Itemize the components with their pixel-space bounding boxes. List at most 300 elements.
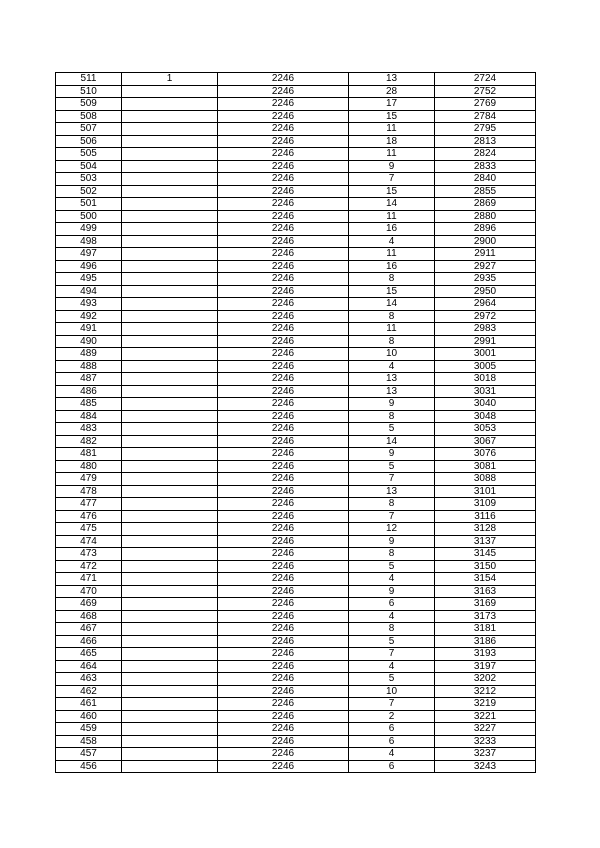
cumulative-cell: 3197 [435, 660, 536, 673]
count-cell [122, 510, 218, 523]
increment-cell: 4 [349, 610, 435, 623]
increment-cell: 8 [349, 310, 435, 323]
increment-cell: 9 [349, 398, 435, 411]
base-cell: 2246 [218, 373, 349, 386]
base-cell: 2246 [218, 535, 349, 548]
increment-cell: 8 [349, 335, 435, 348]
cumulative-cell: 3202 [435, 673, 536, 686]
cumulative-cell: 3169 [435, 598, 536, 611]
base-cell: 2246 [218, 473, 349, 486]
cumulative-cell: 3001 [435, 348, 536, 361]
table-row [56, 360, 536, 373]
increment-cell: 6 [349, 723, 435, 736]
increment-cell: 10 [349, 685, 435, 698]
increment-cell: 9 [349, 448, 435, 461]
count-cell [122, 473, 218, 486]
table-row [56, 498, 536, 511]
score-cell: 505 [56, 148, 122, 161]
cumulative-cell: 3040 [435, 398, 536, 411]
base-cell: 2246 [218, 210, 349, 223]
base-cell: 2246 [218, 248, 349, 261]
increment-cell: 6 [349, 598, 435, 611]
cumulative-cell: 2964 [435, 298, 536, 311]
cumulative-cell: 2927 [435, 260, 536, 273]
cumulative-cell: 3076 [435, 448, 536, 461]
increment-cell: 5 [349, 560, 435, 573]
table-row [56, 160, 536, 173]
score-cell: 458 [56, 735, 122, 748]
base-cell: 2246 [218, 323, 349, 336]
score-cell: 456 [56, 760, 122, 773]
cumulative-cell: 3005 [435, 360, 536, 373]
score-cell: 463 [56, 673, 122, 686]
increment-cell: 4 [349, 748, 435, 761]
count-cell [122, 235, 218, 248]
count-cell [122, 548, 218, 561]
table-row [56, 110, 536, 123]
score-cell: 487 [56, 373, 122, 386]
score-cell: 466 [56, 635, 122, 648]
score-cell: 488 [56, 360, 122, 373]
count-cell [122, 348, 218, 361]
score-cell: 491 [56, 323, 122, 336]
table-row [56, 623, 536, 636]
base-cell: 2246 [218, 348, 349, 361]
increment-cell: 9 [349, 535, 435, 548]
cumulative-cell: 3048 [435, 410, 536, 423]
increment-cell: 7 [349, 510, 435, 523]
increment-cell: 11 [349, 210, 435, 223]
base-cell: 2246 [218, 198, 349, 211]
increment-cell: 5 [349, 460, 435, 473]
increment-cell: 15 [349, 185, 435, 198]
count-cell [122, 373, 218, 386]
count-cell [122, 635, 218, 648]
increment-cell: 28 [349, 85, 435, 98]
base-cell: 2246 [218, 548, 349, 561]
increment-cell: 4 [349, 660, 435, 673]
count-cell [122, 573, 218, 586]
count-cell [122, 710, 218, 723]
count-cell [122, 535, 218, 548]
table-row [56, 585, 536, 598]
count-cell [122, 660, 218, 673]
increment-cell: 13 [349, 73, 435, 86]
base-cell: 2246 [218, 448, 349, 461]
table-row [56, 673, 536, 686]
score-cell: 501 [56, 198, 122, 211]
cumulative-cell: 3186 [435, 635, 536, 648]
table-row [56, 373, 536, 386]
cumulative-cell: 2824 [435, 148, 536, 161]
increment-cell: 14 [349, 435, 435, 448]
increment-cell: 8 [349, 273, 435, 286]
count-cell [122, 173, 218, 186]
increment-cell: 11 [349, 148, 435, 161]
score-cell: 477 [56, 498, 122, 511]
score-cell: 464 [56, 660, 122, 673]
cumulative-cell: 3116 [435, 510, 536, 523]
table-row [56, 560, 536, 573]
cumulative-cell: 3233 [435, 735, 536, 748]
cumulative-cell: 2935 [435, 273, 536, 286]
count-cell [122, 698, 218, 711]
table-row [56, 323, 536, 336]
score-cell: 460 [56, 710, 122, 723]
cumulative-cell: 3101 [435, 485, 536, 498]
count-cell [122, 360, 218, 373]
cumulative-cell: 2983 [435, 323, 536, 336]
base-cell: 2246 [218, 648, 349, 661]
score-cell: 468 [56, 610, 122, 623]
base-cell: 2246 [218, 573, 349, 586]
base-cell: 2246 [218, 498, 349, 511]
cumulative-cell: 2972 [435, 310, 536, 323]
base-cell: 2246 [218, 123, 349, 136]
table-row [56, 385, 536, 398]
base-cell: 2246 [218, 423, 349, 436]
score-cell: 473 [56, 548, 122, 561]
score-cell: 472 [56, 560, 122, 573]
score-table-sheet [55, 72, 535, 773]
table-row [56, 223, 536, 236]
score-cell: 479 [56, 473, 122, 486]
count-cell [122, 210, 218, 223]
increment-cell: 9 [349, 585, 435, 598]
base-cell: 2246 [218, 710, 349, 723]
score-cell: 470 [56, 585, 122, 598]
increment-cell: 6 [349, 760, 435, 773]
base-cell: 2246 [218, 73, 349, 86]
count-cell [122, 223, 218, 236]
cumulative-cell: 2769 [435, 98, 536, 111]
increment-cell: 11 [349, 323, 435, 336]
count-cell [122, 648, 218, 661]
count-cell [122, 398, 218, 411]
count-cell [122, 285, 218, 298]
score-cell: 502 [56, 185, 122, 198]
score-cell: 461 [56, 698, 122, 711]
cumulative-cell: 2813 [435, 135, 536, 148]
score-cell: 469 [56, 598, 122, 611]
base-cell: 2246 [218, 523, 349, 536]
increment-cell: 13 [349, 385, 435, 398]
cumulative-cell: 2784 [435, 110, 536, 123]
cumulative-cell: 3181 [435, 623, 536, 636]
score-cell: 504 [56, 160, 122, 173]
score-cell: 480 [56, 460, 122, 473]
count-cell [122, 560, 218, 573]
score-cell: 506 [56, 135, 122, 148]
count-cell [122, 760, 218, 773]
increment-cell: 14 [349, 298, 435, 311]
table-row [56, 98, 536, 111]
score-cell: 478 [56, 485, 122, 498]
score-cell: 475 [56, 523, 122, 536]
count-cell [122, 98, 218, 111]
score-cell: 509 [56, 98, 122, 111]
increment-cell: 5 [349, 423, 435, 436]
increment-cell: 5 [349, 635, 435, 648]
base-cell: 2246 [218, 223, 349, 236]
score-cell: 462 [56, 685, 122, 698]
count-cell [122, 448, 218, 461]
base-cell: 2246 [218, 510, 349, 523]
cumulative-cell: 2833 [435, 160, 536, 173]
table-row [56, 448, 536, 461]
table-row [56, 210, 536, 223]
cumulative-cell: 2795 [435, 123, 536, 136]
base-cell: 2246 [218, 660, 349, 673]
table-row [56, 485, 536, 498]
score-cell: 493 [56, 298, 122, 311]
table-row [56, 598, 536, 611]
base-cell: 2246 [218, 685, 349, 698]
base-cell: 2246 [218, 260, 349, 273]
score-cell: 485 [56, 398, 122, 411]
score-cell: 496 [56, 260, 122, 273]
table-row [56, 660, 536, 673]
count-cell [122, 610, 218, 623]
base-cell: 2246 [218, 310, 349, 323]
cumulative-cell: 2911 [435, 248, 536, 261]
table-row [56, 535, 536, 548]
cumulative-cell: 2900 [435, 235, 536, 248]
score-table [55, 72, 536, 773]
base-cell: 2246 [218, 460, 349, 473]
table-row [56, 748, 536, 761]
table-row [56, 735, 536, 748]
table-row [56, 573, 536, 586]
count-cell [122, 685, 218, 698]
increment-cell: 5 [349, 673, 435, 686]
increment-cell: 4 [349, 360, 435, 373]
score-cell: 476 [56, 510, 122, 523]
cumulative-cell: 3053 [435, 423, 536, 436]
score-cell: 507 [56, 123, 122, 136]
score-cell: 499 [56, 223, 122, 236]
count-cell [122, 385, 218, 398]
table-row [56, 198, 536, 211]
base-cell: 2246 [218, 410, 349, 423]
increment-cell: 9 [349, 160, 435, 173]
cumulative-cell: 2752 [435, 85, 536, 98]
table-row [56, 235, 536, 248]
count-cell [122, 723, 218, 736]
increment-cell: 8 [349, 498, 435, 511]
cumulative-cell: 2855 [435, 185, 536, 198]
cumulative-cell: 2840 [435, 173, 536, 186]
count-cell [122, 335, 218, 348]
score-cell: 508 [56, 110, 122, 123]
score-cell: 498 [56, 235, 122, 248]
score-cell: 495 [56, 273, 122, 286]
count-cell [122, 435, 218, 448]
cumulative-cell: 3081 [435, 460, 536, 473]
base-cell: 2246 [218, 723, 349, 736]
count-cell [122, 248, 218, 261]
base-cell: 2246 [218, 235, 349, 248]
cumulative-cell: 3150 [435, 560, 536, 573]
cumulative-cell: 3137 [435, 535, 536, 548]
base-cell: 2246 [218, 735, 349, 748]
table-row [56, 185, 536, 198]
score-cell: 481 [56, 448, 122, 461]
cumulative-cell: 3212 [435, 685, 536, 698]
score-cell: 494 [56, 285, 122, 298]
cumulative-cell: 3227 [435, 723, 536, 736]
table-row [56, 698, 536, 711]
table-row [56, 460, 536, 473]
increment-cell: 7 [349, 698, 435, 711]
score-cell: 482 [56, 435, 122, 448]
count-cell [122, 523, 218, 536]
count-cell [122, 485, 218, 498]
cumulative-cell: 3109 [435, 498, 536, 511]
table-row [56, 548, 536, 561]
base-cell: 2246 [218, 98, 349, 111]
count-cell [122, 298, 218, 311]
increment-cell: 8 [349, 623, 435, 636]
score-cell: 471 [56, 573, 122, 586]
count-cell [122, 198, 218, 211]
increment-cell: 13 [349, 485, 435, 498]
count-cell [122, 498, 218, 511]
count-cell [122, 310, 218, 323]
table-row [56, 173, 536, 186]
count-cell [122, 623, 218, 636]
score-cell: 510 [56, 85, 122, 98]
score-cell: 467 [56, 623, 122, 636]
table-row [56, 348, 536, 361]
table-row [56, 148, 536, 161]
table-row [56, 523, 536, 536]
score-cell: 484 [56, 410, 122, 423]
increment-cell: 11 [349, 248, 435, 261]
base-cell: 2246 [218, 635, 349, 648]
base-cell: 2246 [218, 623, 349, 636]
count-cell [122, 598, 218, 611]
score-cell: 490 [56, 335, 122, 348]
base-cell: 2246 [218, 110, 349, 123]
base-cell: 2246 [218, 160, 349, 173]
increment-cell: 7 [349, 173, 435, 186]
base-cell: 2246 [218, 335, 349, 348]
base-cell: 2246 [218, 598, 349, 611]
count-cell [122, 135, 218, 148]
increment-cell: 16 [349, 260, 435, 273]
increment-cell: 2 [349, 710, 435, 723]
score-cell: 511 [56, 73, 122, 86]
increment-cell: 4 [349, 573, 435, 586]
count-cell [122, 185, 218, 198]
base-cell: 2246 [218, 560, 349, 573]
increment-cell: 13 [349, 373, 435, 386]
score-table-body [56, 73, 536, 773]
table-row [56, 685, 536, 698]
table-row [56, 273, 536, 286]
increment-cell: 15 [349, 285, 435, 298]
increment-cell: 18 [349, 135, 435, 148]
score-cell: 497 [56, 248, 122, 261]
cumulative-cell: 3018 [435, 373, 536, 386]
cumulative-cell: 3173 [435, 610, 536, 623]
score-cell: 483 [56, 423, 122, 436]
base-cell: 2246 [218, 298, 349, 311]
table-row [56, 73, 536, 86]
count-cell [122, 123, 218, 136]
increment-cell: 11 [349, 123, 435, 136]
score-cell: 489 [56, 348, 122, 361]
cumulative-cell: 2991 [435, 335, 536, 348]
base-cell: 2246 [218, 485, 349, 498]
cumulative-cell: 3193 [435, 648, 536, 661]
table-row [56, 760, 536, 773]
base-cell: 2246 [218, 85, 349, 98]
score-cell: 500 [56, 210, 122, 223]
count-cell [122, 585, 218, 598]
table-row [56, 510, 536, 523]
table-row [56, 85, 536, 98]
increment-cell: 10 [349, 348, 435, 361]
base-cell: 2246 [218, 748, 349, 761]
table-row [56, 710, 536, 723]
count-cell [122, 423, 218, 436]
count-cell [122, 110, 218, 123]
table-row [56, 723, 536, 736]
score-cell: 503 [56, 173, 122, 186]
cumulative-cell: 3154 [435, 573, 536, 586]
count-cell [122, 160, 218, 173]
cumulative-cell: 2724 [435, 73, 536, 86]
table-row [56, 635, 536, 648]
base-cell: 2246 [218, 385, 349, 398]
count-cell [122, 273, 218, 286]
cumulative-cell: 3031 [435, 385, 536, 398]
base-cell: 2246 [218, 285, 349, 298]
table-row [56, 123, 536, 136]
cumulative-cell: 3088 [435, 473, 536, 486]
cumulative-cell: 3219 [435, 698, 536, 711]
table-row [56, 260, 536, 273]
cumulative-cell: 3145 [435, 548, 536, 561]
count-cell [122, 735, 218, 748]
increment-cell: 17 [349, 98, 435, 111]
table-row [56, 398, 536, 411]
table-row [56, 423, 536, 436]
cumulative-cell: 2896 [435, 223, 536, 236]
score-cell: 474 [56, 535, 122, 548]
count-cell [122, 85, 218, 98]
base-cell: 2246 [218, 273, 349, 286]
table-row [56, 248, 536, 261]
base-cell: 2246 [218, 360, 349, 373]
base-cell: 2246 [218, 610, 349, 623]
score-cell: 465 [56, 648, 122, 661]
count-cell [122, 260, 218, 273]
base-cell: 2246 [218, 760, 349, 773]
count-cell: 1 [122, 73, 218, 86]
base-cell: 2246 [218, 435, 349, 448]
table-row [56, 285, 536, 298]
cumulative-cell: 3128 [435, 523, 536, 536]
base-cell: 2246 [218, 135, 349, 148]
base-cell: 2246 [218, 698, 349, 711]
cumulative-cell: 2880 [435, 210, 536, 223]
base-cell: 2246 [218, 173, 349, 186]
increment-cell: 14 [349, 198, 435, 211]
table-row [56, 298, 536, 311]
